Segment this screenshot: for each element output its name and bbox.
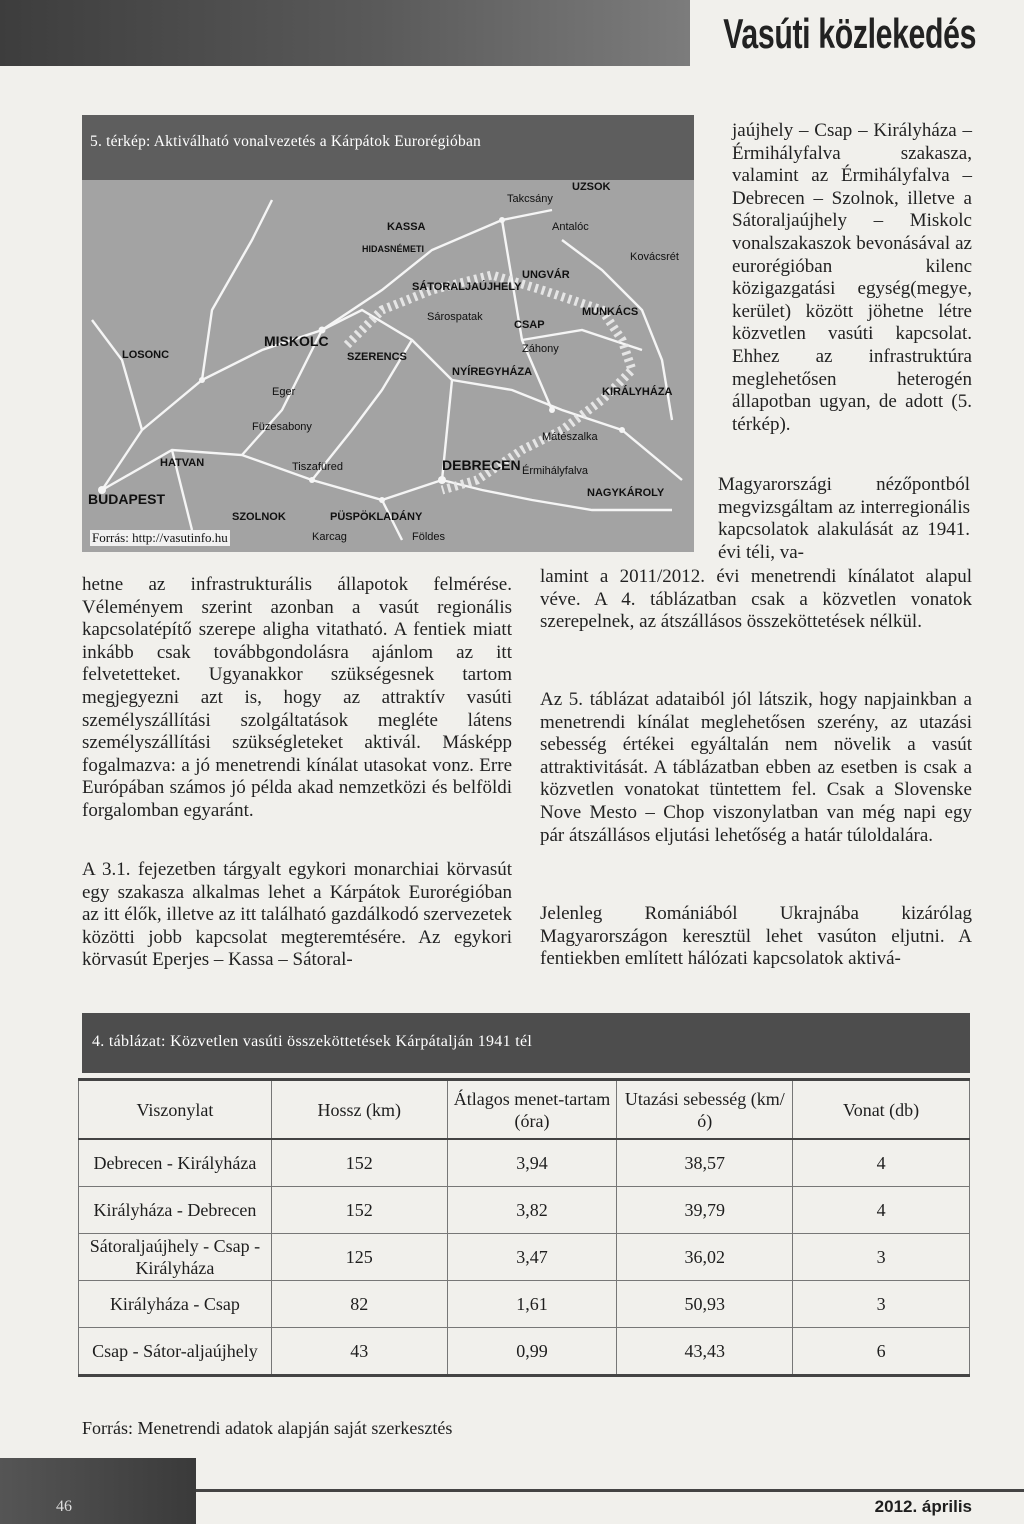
map-label-takcsany: Takcsány <box>507 193 553 205</box>
col-header-duration: Átlagos menet-tartam (óra) <box>447 1080 617 1140</box>
table-title: 4. táblázat: Közvetlen vasúti összeköttetések Kárpátalján 1941 tél <box>92 1033 533 1050</box>
map-label-zahony: Záhony <box>522 343 559 355</box>
map-label-budapest: BUDAPEST <box>88 491 166 507</box>
page-number-box <box>0 1458 196 1524</box>
table-row <box>79 1139 970 1187</box>
right-paragraph-1: jaújhely – Csap – Királyháza – Érmihályfalva szakasza, valamint az Érmihályfalva – Debrecen – Szolnok, illetve a Sátoraljaújhely – Miskolc vonalszakaszok bevonásával az eurorégióban kilenc közigazgatási egység(megye, kerület) között jöhetne létre közvetlen vasúti kapcsolat. Ehhez az infrastruktúra meglehetősen heterogén állapotban ugyan, de adott (5. térkép). <box>732 120 972 435</box>
cell-route: Királyháza - Debrecen <box>79 1187 272 1234</box>
table-row <box>79 1187 970 1234</box>
cell-speed: 39,79 <box>617 1187 793 1234</box>
map-label-puspokladany: PÜSPÖKLADÁNY <box>330 511 423 523</box>
cell-length: 43 <box>271 1328 447 1376</box>
map-label-losonc: LOSONC <box>122 349 170 361</box>
cell-trains: 3 <box>793 1281 970 1328</box>
map-label-karcag: Karcag <box>312 531 347 543</box>
cell-route: Csap - Sátor-aljaújhely <box>79 1328 272 1376</box>
map-label-sarospatak: Sárospatak <box>427 311 483 323</box>
map-label-csap: CSAP <box>514 319 545 331</box>
cell-speed: 36,02 <box>617 1234 793 1281</box>
map-label-mateszalka: Mátészalka <box>542 431 598 443</box>
map-label-nagykaroly: NAGYKÁROLY <box>587 487 665 499</box>
col-header-length: Hossz (km) <box>271 1080 447 1140</box>
map-label-kiralyhaza: KIRÁLYHÁZA <box>602 386 673 398</box>
map-label-satoraljaujhely: SÁTORALJAÚJHELY <box>412 281 522 293</box>
table-source: Forrás: Menetrendi adatok alapján saját szerkesztés <box>82 1418 453 1438</box>
map-label-miskolc: MISKOLC <box>264 333 329 349</box>
map-label-eger: Eger <box>272 386 296 398</box>
cell-length: 152 <box>271 1187 447 1234</box>
cell-length: 125 <box>271 1234 447 1281</box>
section-title: Vasúti közlekedés <box>723 10 976 57</box>
right-paragraph-2a: Magyarországi nézőpontból megvizsgáltam az interregionális kapcsolatok alakulását az 1941. évi téli, va- <box>718 474 970 563</box>
cell-trains: 3 <box>793 1234 970 1281</box>
table-row <box>79 1281 970 1328</box>
map-figure <box>82 115 694 552</box>
map-label-nyiregyhaza: NYÍREGYHÁZA <box>452 366 533 378</box>
connections-table <box>78 1078 970 1377</box>
table-title-panel <box>82 1013 970 1073</box>
table-row <box>79 1234 970 1281</box>
cell-trains: 6 <box>793 1328 970 1376</box>
cell-route: Királyháza - Csap <box>79 1281 272 1328</box>
map-label-kovacsret: Kovácsrét <box>630 251 679 263</box>
cell-trains: 4 <box>793 1187 970 1234</box>
col-header-speed: Utazási sebesség (km/ó) <box>617 1080 793 1140</box>
table-row <box>79 1328 970 1376</box>
map-label-tiszafured: Tiszafüred <box>292 461 343 473</box>
map-title: 5. térkép: Aktiválható vonalvezetés a Kárpátok Eurorégióban <box>90 133 481 150</box>
cell-speed: 43,43 <box>617 1328 793 1376</box>
map-label-szolnok: SZOLNOK <box>232 511 286 523</box>
map-label-antaloc: Antalóc <box>552 221 589 233</box>
issue-date: 2012. április <box>874 1497 972 1516</box>
map-label-ungvar: UNGVÁR <box>522 269 570 281</box>
map-label-szerencs: SZERENCS <box>347 351 407 363</box>
map-label-debrecen: DEBRECEN <box>442 457 521 473</box>
cell-route: Sátoraljaújhely - Csap - Királyháza <box>79 1234 272 1281</box>
cell-speed: 50,93 <box>617 1281 793 1328</box>
map-source: Forrás: http://vasutinfo.hu <box>92 530 228 545</box>
header-bar <box>0 0 690 66</box>
right-paragraph-3: Az 5. táblázat adataiból jól látszik, hogy napjainkban a menetrendi kínálat meglehetősen szerény, az utazási sebesség értékei egyáltalán nem növelik a vasút attraktivitását. A táblázatban ebben az esetben is csak a közvetlen vonatokat tüntettem fel. Csak a Slovenske Nove Mesto – Chop viszonylatban van még napi egy pár átszállásos eljutási lehetőség a határ túloldalára. <box>540 689 972 846</box>
page-number: 46 <box>56 1498 72 1515</box>
map-label-foldes: Földes <box>412 531 446 543</box>
cell-speed: 38,57 <box>617 1139 793 1187</box>
map-label-hatvan: HATVAN <box>160 457 205 469</box>
footer-rule <box>196 1489 1024 1492</box>
left-paragraph-1: hetne az infrastrukturális állapotok felmérése. Véleményem szerint azonban a vasút regionális kapcsolatépítő szerepe aligha vitatható. A fentiek miatt inkább csak továbbgondolásra ajánlom az itt felvetetteket. Ugyanakkor szükségesnek tartom megjegyezni azt is, hogy az attraktív vasúti személyszállítási szolgáltatások megléte látens személyszállítási szükségleteket aktivál. Másképp fogalmazva: a jó menetrendi kínálat utasokat vonz. Erre Európában számos jó példa akad nemzetközi és belföldi forgalomban egyaránt. <box>82 574 512 821</box>
map-label-uzsok: UZSOK <box>572 181 611 193</box>
left-paragraph-2: A 3.1. fejezetben tárgyalt egykori monarchiai körvasút egy szakasza alkalmas lehet a Kárpátok Eurorégióban az itt élők, illetve az itt található gazdálkodó szervezetek közötti jobb kapcsolat megteremtésére. Az egykori körvasút Eperjes – Kassa – Sátoral- <box>82 859 512 971</box>
col-header-trains: Vonat (db) <box>793 1080 970 1140</box>
cell-length: 152 <box>271 1139 447 1187</box>
map-label-kassa: KASSA <box>387 221 426 233</box>
cell-duration: 3,94 <box>447 1139 617 1187</box>
cell-duration: 3,82 <box>447 1187 617 1234</box>
right-paragraph-4: Jelenleg Romániából Ukrajnába kizárólag Magyarországon keresztül lehet vasúton eljutni. A fentiekben említett hálózati kapcsolatok aktivá- <box>540 903 972 970</box>
cell-trains: 4 <box>793 1139 970 1187</box>
map-label-fuzesabony: Füzesabony <box>252 421 312 433</box>
cell-duration: 0,99 <box>447 1328 617 1376</box>
cell-duration: 1,61 <box>447 1281 617 1328</box>
col-header-route: Viszonylat <box>79 1080 272 1140</box>
map-label-munkacs: MUNKÁCS <box>582 306 639 318</box>
right-paragraph-2b: lamint a 2011/2012. évi menetrendi kínálatot alapul véve. A 4. táblázatban csak a közvetlen vonatok szerepelnek, az átszállásos összeköttetések nélkül. <box>540 566 972 633</box>
table-header-row <box>79 1080 970 1140</box>
cell-length: 82 <box>271 1281 447 1328</box>
cell-route: Debrecen - Királyháza <box>79 1139 272 1187</box>
map-label-ermihalyfalva: Érmihályfalva <box>522 465 589 477</box>
cell-duration: 3,47 <box>447 1234 617 1281</box>
map-label-hidasnemeti: HIDASNÉMETI <box>362 244 425 254</box>
railway-map <box>82 180 694 552</box>
